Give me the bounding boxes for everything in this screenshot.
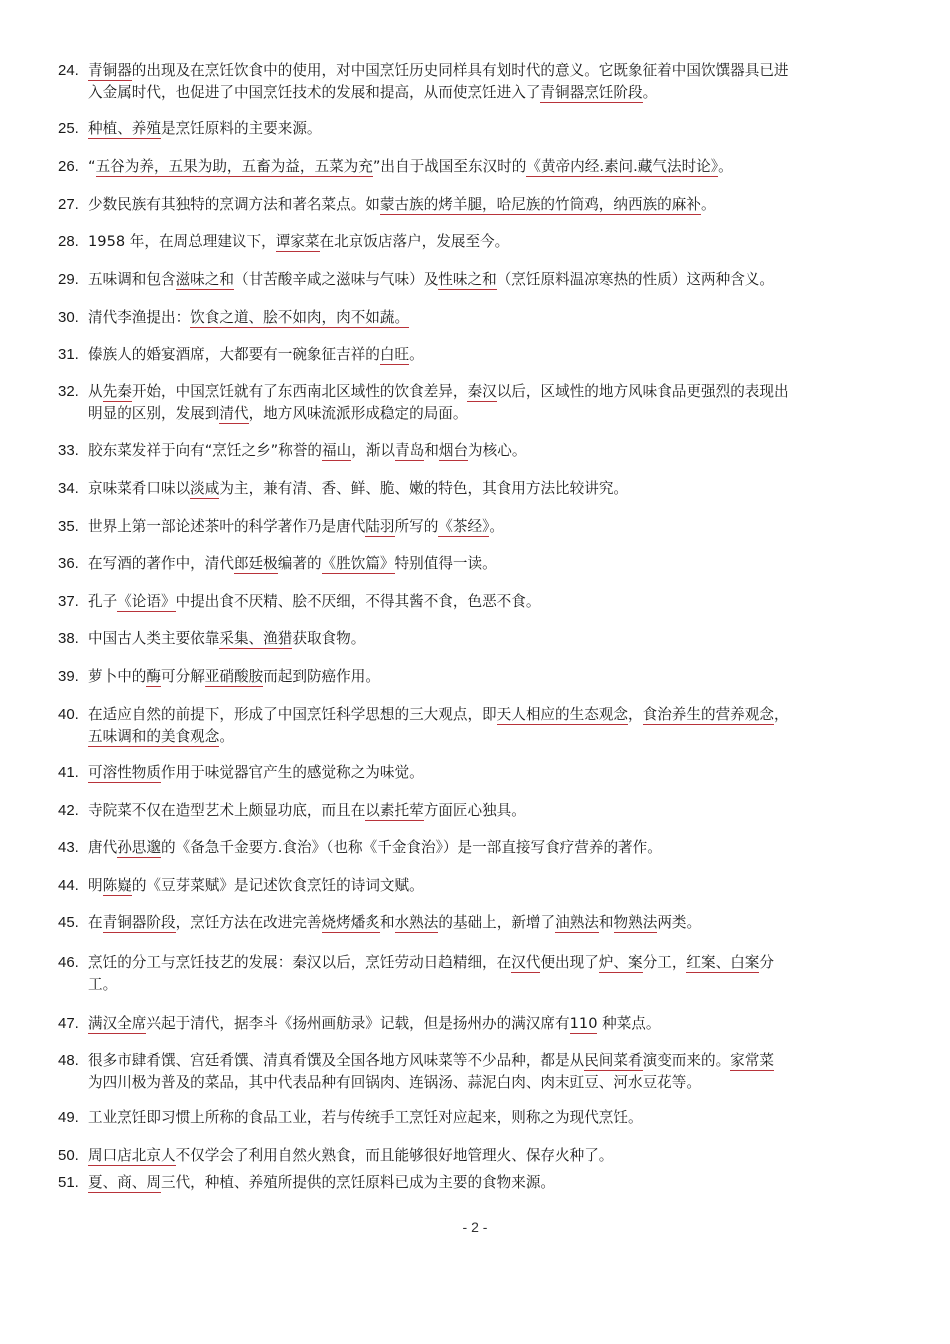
- text-segment: 所写的: [394, 518, 439, 535]
- list-item: [58, 837, 908, 859]
- text-line: [88, 307, 908, 329]
- underlined-answer: 先秦: [102, 383, 132, 400]
- underlined-answer: 陆羽: [365, 518, 395, 535]
- text-line: [88, 156, 908, 178]
- text-line: [88, 381, 908, 403]
- text-segment: 的《豆芽菜赋》是记述饮食烹饪的诗词文赋。: [131, 877, 424, 894]
- item-number: 34.: [58, 480, 79, 497]
- underlined-answer: 《茶经》: [438, 518, 490, 535]
- item-text: [88, 1013, 908, 1035]
- text-segment: 的基础上，新增了: [438, 914, 556, 931]
- text-line: [88, 1072, 908, 1094]
- text-line: [88, 837, 908, 859]
- item-text: [88, 591, 908, 613]
- item-text: [88, 516, 908, 538]
- list-item: [58, 628, 908, 650]
- underlined-answer: 饮食之道、脍不如肉，肉不如蔬。: [190, 309, 410, 326]
- text-segment: 。: [718, 158, 733, 175]
- underlined-answer: 青铜器: [88, 62, 132, 79]
- text-line: [88, 231, 908, 253]
- text-segment: 在北京饭店落户，发展至今。: [319, 233, 510, 250]
- list-item: [58, 1050, 908, 1094]
- underlined-answer: 秦汉: [467, 383, 497, 400]
- underlined-answer: 白旺: [379, 346, 410, 363]
- list-item: [58, 231, 908, 253]
- underlined-answer: 食治养生的营养观念: [642, 706, 774, 723]
- text-segment: 种菜点。: [597, 1015, 661, 1032]
- text-line: [88, 553, 908, 575]
- text-segment: 在: [88, 914, 103, 931]
- text-segment: 清代李渔提出：: [88, 309, 191, 326]
- list-item: [58, 381, 908, 425]
- item-text: [88, 666, 908, 688]
- text-segment: 不仅学会了利用自然火熟食，而且能够很好地管理火、保存火种了。: [175, 1147, 614, 1164]
- text-segment: 孔子: [88, 593, 118, 610]
- text-segment: ，烹饪方法在改进完善: [175, 914, 322, 931]
- text-line: [88, 269, 908, 291]
- item-text: [88, 381, 908, 425]
- list-item: [58, 666, 908, 688]
- text-segment: ”出自于战国至东汉时的: [372, 158, 527, 175]
- underlined-answer: 青铜器烹饪阶段: [540, 84, 643, 101]
- item-number: 50.: [58, 1147, 79, 1164]
- item-text: [88, 60, 908, 104]
- text-segment: 分工，: [642, 954, 687, 971]
- list-item: [58, 516, 908, 538]
- underlined-answer: 青岛: [395, 442, 425, 459]
- list-item: [58, 1172, 908, 1194]
- item-text: [88, 762, 908, 784]
- text-segment: ，渐以: [351, 442, 396, 459]
- text-line: [88, 82, 908, 104]
- text-segment: ，: [773, 706, 789, 723]
- item-text: [88, 912, 908, 934]
- text-segment: 中提出食不厌精、脍不厌细，不得其酱不食，色恶不食。: [175, 593, 541, 610]
- item-number: 44.: [58, 877, 79, 894]
- text-line: [88, 628, 908, 650]
- underlined-answer: 孙思邈: [117, 839, 161, 856]
- item-text: [88, 1050, 908, 1094]
- underlined-answer: 性味之和: [438, 271, 497, 288]
- text-segment: 和: [598, 914, 614, 931]
- underlined-answer: 五谷为养，五果为助，五畜为益，五菜为充: [95, 158, 373, 175]
- text-segment: 傣族人的婚宴酒席，大都要有一碗象征吉祥的: [88, 346, 380, 363]
- item-text: [88, 704, 908, 748]
- underlined-answer: 郎廷极: [233, 555, 278, 572]
- text-line: [88, 1013, 908, 1035]
- item-number: 39.: [58, 668, 79, 685]
- text-segment: 在适应自然的前提下，形成了中国烹饪科学思想的三大观点，即: [88, 706, 497, 723]
- list-item: [58, 1145, 908, 1167]
- underlined-answer: 福山: [322, 442, 352, 459]
- underlined-answer: 《胜饮篇》: [321, 555, 395, 572]
- text-segment: 以后，区域性的地方风味食品更强烈的表现出: [496, 383, 789, 400]
- text-segment: 方面匠心独具。: [423, 802, 526, 819]
- list-item: [58, 269, 908, 291]
- item-text: [88, 800, 908, 822]
- text-segment: 在写酒的著作中，清代: [88, 555, 234, 572]
- list-item: [58, 307, 908, 329]
- item-number: 47.: [58, 1015, 79, 1032]
- underlined-answer: 亚硝酸胺: [204, 668, 264, 685]
- item-number: 27.: [58, 196, 79, 213]
- underlined-answer: 淡咸: [190, 480, 220, 497]
- text-segment: 烹饪的分工与烹饪技艺的发展：秦汉以后，烹饪劳动日趋精细，在: [88, 954, 512, 971]
- underlined-answer: 以素托荤: [365, 802, 424, 819]
- text-segment: 1958 年，在周总理建议下，: [88, 233, 276, 250]
- item-text: [88, 344, 908, 366]
- item-number: 33.: [58, 442, 79, 459]
- text-segment: 明: [88, 877, 103, 894]
- text-segment: 特别值得一读。: [394, 555, 497, 572]
- text-segment: 世界上第一部论述茶叶的科学著作乃是唐代: [88, 518, 366, 535]
- item-number: 48.: [58, 1052, 79, 1069]
- item-number: 28.: [58, 233, 79, 250]
- page-number: - 2 -: [462, 1219, 488, 1235]
- text-line: [88, 118, 908, 140]
- text-segment: ，地方风味流派形成稳定的局面。: [248, 405, 468, 422]
- underlined-answer: 《论语》: [117, 593, 176, 610]
- underlined-answer: 民间菜肴: [584, 1052, 643, 1069]
- text-segment: 。: [642, 84, 658, 101]
- underlined-answer: 物熟法: [613, 914, 658, 931]
- text-segment: 工业烹饪即习惯上所称的食品工业，若与传统手工烹饪对应起来，则称之为现代烹饪。: [88, 1109, 643, 1126]
- text-segment: 很多市肆肴馔、宫廷肴馔、清真肴馔及全国各地方风味菜等不少品种，都是从: [88, 1052, 585, 1069]
- text-line: [88, 952, 908, 974]
- item-number: 45.: [58, 914, 79, 931]
- list-item: [58, 875, 908, 897]
- underlined-answer: 陈嶷: [102, 877, 132, 894]
- text-segment: 为核心。: [468, 442, 527, 459]
- text-segment: 胶东菜发祥于向有“烹饪之乡”称誉的: [88, 442, 323, 459]
- text-line: [88, 726, 908, 748]
- list-item: [58, 1013, 908, 1035]
- underlined-answer: 家常菜: [730, 1052, 774, 1069]
- underlined-answer: 采集、渔猎: [219, 630, 293, 647]
- underlined-answer: 满汉全席: [88, 1015, 147, 1032]
- item-number: 32.: [58, 383, 79, 400]
- item-number: 26.: [58, 158, 79, 175]
- item-number: 35.: [58, 518, 79, 535]
- text-line: [88, 1050, 908, 1072]
- text-segment: （烹饪原料温凉寒热的性质）这两种含义。: [496, 271, 774, 288]
- text-line: [88, 800, 908, 822]
- item-text: [88, 231, 908, 253]
- item-text: [88, 628, 908, 650]
- text-line: [88, 1172, 908, 1194]
- underlined-answer: 蒙古族的烤羊腿，哈尼族的竹筒鸡，纳西族的麻补: [379, 196, 701, 213]
- text-line: [88, 591, 908, 613]
- underlined-answer: 清代: [219, 405, 249, 422]
- text-segment: 工。: [88, 976, 118, 993]
- text-segment: 三代，种植、养殖所提供的烹饪原料已成为主要的食物来源。: [160, 1174, 556, 1191]
- underlined-answer: 水熟法: [394, 914, 439, 931]
- text-segment: 入金属时代，也促进了中国烹饪技术的发展和提高，从而使烹饪进入了: [88, 84, 541, 101]
- item-text: [88, 307, 908, 329]
- item-text: [88, 837, 908, 859]
- item-number: 49.: [58, 1109, 79, 1126]
- text-segment: 编著的: [277, 555, 322, 572]
- item-number: 46.: [58, 954, 79, 971]
- text-segment: 开始，中国烹饪就有了东西南北区域性的饮食差异，: [131, 383, 468, 400]
- list-item: [58, 762, 908, 784]
- underlined-answer: 夏、商、周: [88, 1174, 161, 1191]
- text-line: [88, 912, 908, 934]
- text-segment: 便出现了: [540, 954, 599, 971]
- list-item: [58, 60, 908, 104]
- text-segment: 为主，兼有清、香、鲜、脆、嫩的特色，其食用方法比较讲究。: [219, 480, 629, 497]
- text-segment: 获取食物。: [292, 630, 366, 647]
- underlined-answer: 滋味之和: [175, 271, 234, 288]
- list-item: [58, 704, 908, 748]
- text-line: [88, 704, 908, 726]
- item-number: 43.: [58, 839, 79, 856]
- text-segment: 。: [489, 518, 504, 535]
- item-text: [88, 952, 908, 996]
- list-item: [58, 1107, 908, 1129]
- underlined-answer: 烧烤燔炙: [321, 914, 380, 931]
- underlined-answer: 可溶性物质: [88, 764, 161, 781]
- list-item: [58, 344, 908, 366]
- text-line: [88, 344, 908, 366]
- text-segment: 。: [219, 728, 234, 745]
- text-segment: 五味调和包含: [88, 271, 176, 288]
- underlined-answer: 种植、养殖: [88, 120, 161, 137]
- text-segment: 从: [88, 383, 103, 400]
- item-number: 24.: [58, 62, 79, 79]
- text-line: [88, 1145, 908, 1167]
- text-line: [88, 60, 908, 82]
- list-item: [58, 478, 908, 500]
- underlined-answer: 《黄帝内经.素问.藏气法时论》: [526, 158, 719, 175]
- item-text: [88, 478, 908, 500]
- list-item: [58, 194, 908, 216]
- text-line: [88, 666, 908, 688]
- item-text: [88, 440, 908, 462]
- underlined-answer: 青铜器阶段: [102, 914, 176, 931]
- text-segment: 。: [409, 346, 424, 363]
- item-number: 38.: [58, 630, 79, 647]
- list-item: [58, 591, 908, 613]
- text-segment: 作用于味觉器官产生的感觉称之为味觉。: [160, 764, 424, 781]
- text-line: [88, 1107, 908, 1129]
- text-segment: 的出现及在烹饪饮食中的使用，对中国烹饪历史同样具有划时代的意义。它既象征着中国饮馔器具已进: [131, 62, 789, 79]
- item-text: [88, 269, 908, 291]
- item-number: 31.: [58, 346, 79, 363]
- text-line: [88, 875, 908, 897]
- item-text: [88, 156, 908, 178]
- underlined-answer: 汉代: [511, 954, 541, 971]
- text-line: [88, 516, 908, 538]
- text-line: [88, 194, 908, 216]
- underlined-answer: 周口店北京人: [88, 1147, 176, 1164]
- item-number: 25.: [58, 120, 79, 137]
- text-segment: 和: [379, 914, 395, 931]
- text-segment: 可分解: [161, 668, 205, 685]
- item-text: [88, 194, 908, 216]
- underlined-answer: 炉、案: [598, 954, 643, 971]
- text-segment: 寺院菜不仅在造型艺术上颇显功底，而且在: [88, 802, 366, 819]
- item-number: 41.: [58, 764, 79, 781]
- list-item: [58, 912, 908, 934]
- item-text: [88, 1145, 908, 1167]
- underlined-answer: 谭家菜: [275, 233, 320, 250]
- item-text: [88, 553, 908, 575]
- text-segment: 兴起于清代，据李斗《扬州画舫录》记载，但是扬州办的满汉席有: [146, 1015, 570, 1032]
- underlined-answer: 五味调和的美食观念: [88, 728, 220, 745]
- item-text: [88, 118, 908, 140]
- underlined-answer: 酶: [146, 668, 161, 685]
- item-number: 40.: [58, 706, 79, 723]
- text-segment: 是烹饪原料的主要来源。: [160, 120, 322, 137]
- item-number: 51.: [58, 1174, 79, 1191]
- text-segment: 明显的区别，发展到: [88, 405, 220, 422]
- text-segment: 而起到防癌作用。: [263, 668, 380, 685]
- text-segment: 的《备急千金要方.食治》（也称《千金食治》）是一部直接写食疗营养的著作。: [161, 839, 662, 856]
- underlined-answer: 红案、白案: [686, 954, 760, 971]
- list-item: [58, 952, 908, 996]
- list-item: [58, 800, 908, 822]
- underlined-answer: 油熟法: [555, 914, 599, 931]
- text-segment: 为四川极为普及的菜品，其中代表品种有回锅肉、连锅汤、蒜泥白肉、肉末豇豆、河水豆花等。: [88, 1074, 701, 1091]
- list-item: [58, 553, 908, 575]
- list-item: [58, 118, 908, 140]
- item-number: 42.: [58, 802, 79, 819]
- text-segment: 两类。: [657, 914, 702, 931]
- text-line: [88, 762, 908, 784]
- underlined-answer: 烟台: [438, 442, 469, 459]
- text-segment: （甘苦酸辛咸之滋味与气味）及: [233, 271, 439, 288]
- text-line: [88, 440, 908, 462]
- text-segment: 。: [700, 196, 716, 213]
- item-number: 30.: [58, 309, 79, 326]
- text-segment: 萝卜中的: [88, 668, 147, 685]
- item-number: 37.: [58, 593, 79, 610]
- text-segment: 分: [759, 954, 775, 971]
- text-line: [88, 974, 908, 996]
- item-text: [88, 1107, 908, 1129]
- list-item: [58, 440, 908, 462]
- text-segment: 京味菜肴口味以: [88, 480, 191, 497]
- text-line: [88, 478, 908, 500]
- text-segment: 少数民族有其独特的烹调方法和著名菜点。如: [88, 196, 380, 213]
- text-segment: 唐代: [88, 839, 118, 856]
- item-text: [88, 1172, 908, 1194]
- underlined-answer: 110: [569, 1015, 598, 1032]
- text-segment: “: [88, 158, 96, 175]
- item-number: 36.: [58, 555, 79, 572]
- text-segment: 中国古人类主要依靠: [88, 630, 220, 647]
- text-segment: 演变而来的。: [642, 1052, 731, 1069]
- item-text: [88, 875, 908, 897]
- text-segment: 和: [424, 442, 439, 459]
- item-number: 29.: [58, 271, 79, 288]
- text-line: [88, 403, 908, 425]
- list-item: [58, 156, 908, 178]
- text-segment: ，: [628, 706, 643, 723]
- underlined-answer: 天人相应的生态观念: [496, 706, 628, 723]
